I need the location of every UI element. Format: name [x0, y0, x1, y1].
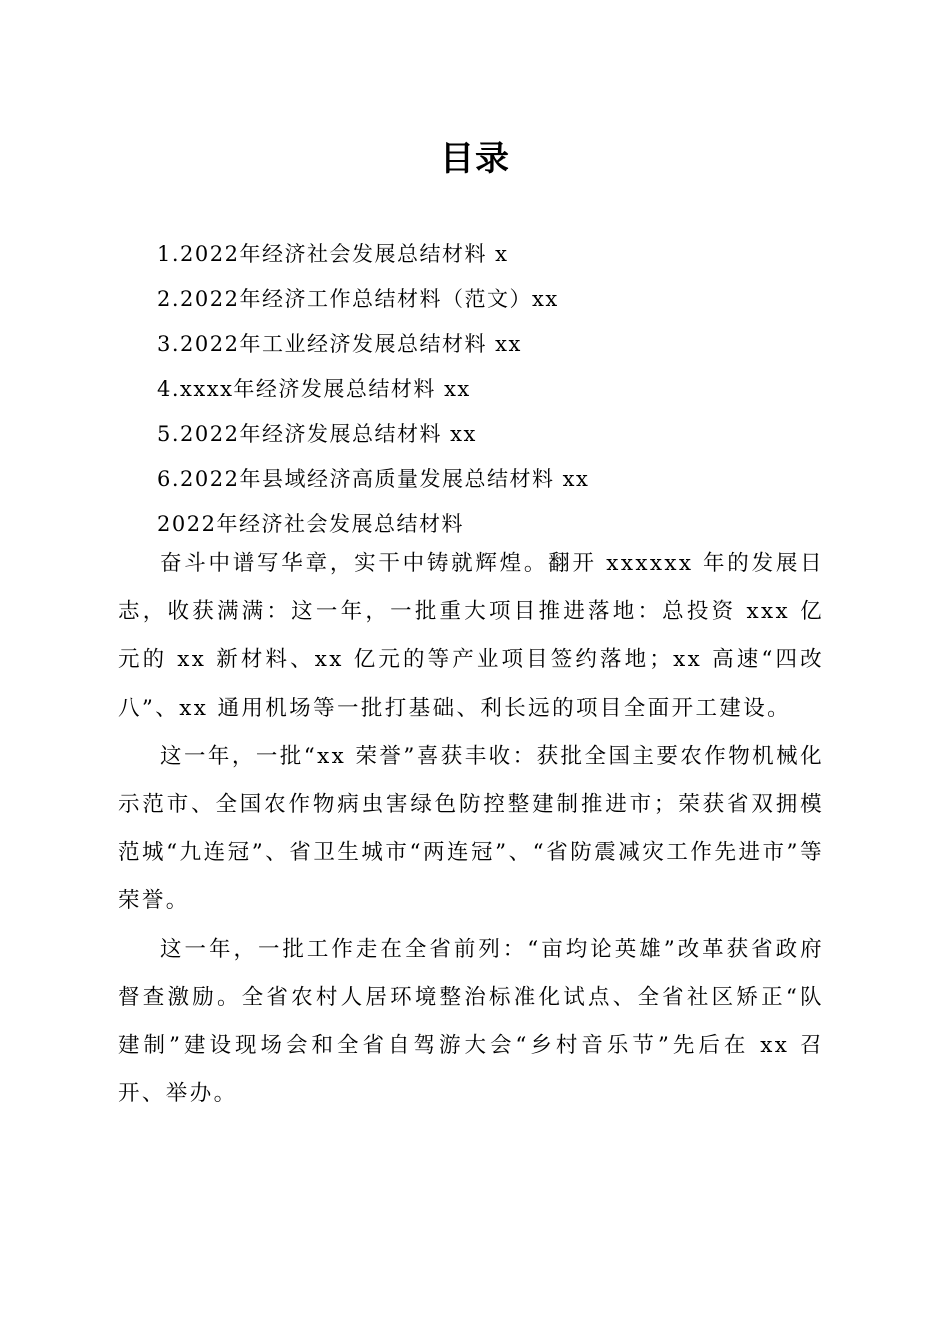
toc-item-6: 6.2022年县域经济高质量发展总结材料 xx — [157, 467, 590, 491]
toc-item-5: 5.2022年经济发展总结材料 xx — [157, 422, 477, 446]
toc-item-1: 1.2022年经济社会发展总结材料 x — [157, 242, 509, 266]
body-text — [118, 540, 824, 1118]
paragraph-3: 这一年，一批工作走在全省前列：“亩均论英雄”改革获省政府督查激励。全省农村人居环境整治标准化试点、全省社区矫正“队建制”建设现场会和全省自驾游大会“乡村音乐节”先后在 xx 召开、举办。 — [118, 936, 824, 1107]
section-heading: 2022年经济社会发展总结材料 — [157, 512, 464, 536]
paragraph-1: 奋斗中谱写华章，实干中铸就辉煌。翻开 xxxxxx 年的发展日志，收获满满：这一年，一批重大项目推进落地：总投资 xxx 亿元的 xx 新材料、xx 亿元的等产业项目签约落地；xx 高速“四改八”、xx 通用机场等一批打基础、利长远的项目全面开工建设。 — [118, 551, 824, 721]
paragraph-2: 这一年，一批“xx 荣誉”喜获丰收：获批全国主要农作物机械化示范市、全国农作物病虫害绿色防控整建制推进市；荣获省双拥模范城“九连冠”、省卫生城市“两连冠”、“省防震减灾工作先进市”等荣誉。 — [118, 743, 824, 914]
toc-item-2: 2.2022年经济工作总结材料（范文）xx — [157, 287, 559, 311]
toc-item-3: 3.2022年工业经济发展总结材料 xx — [157, 332, 522, 356]
page-title: 目录 — [440, 139, 510, 179]
table-of-contents — [157, 232, 837, 547]
toc-item-4: 4.xxxx年经济发展总结材料 xx — [157, 377, 471, 401]
